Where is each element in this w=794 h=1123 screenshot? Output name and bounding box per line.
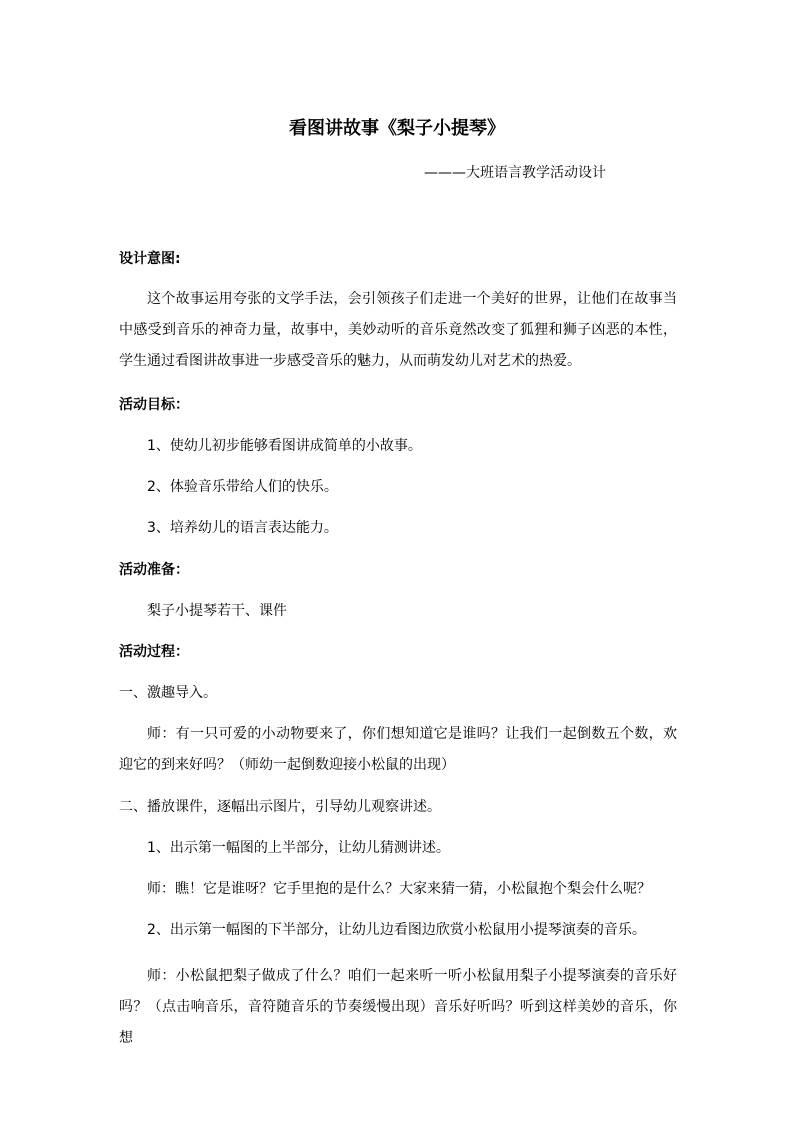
step2-sub1-dialogue: 师：瞧！它是谁呀？它手里抱的是什么？大家来猜一猜，小松鼠抱个梨会什么呢？ — [147, 881, 651, 897]
design-intent-heading: 设计意图: — [119, 251, 181, 267]
goal-item-1: 1、使幼儿初步能够看图讲成简单的小故事。 — [147, 438, 422, 454]
goals-heading: 活动目标： — [119, 397, 189, 413]
step2-sub1: 1、出示第一幅图的上半部分，让幼儿猜测讲述。 — [147, 840, 450, 856]
design-intent-paragraph: 这个故事运用夸张的文学手法，会引领孩子们走进一个美好的世界，让他们在故事当中感受到音乐的神奇力量，故事中，美妙动听的音乐竟然改变了狐狸和狮子凶恶的本性，学生通过看图讲故事进一步感受音乐的魅力，从而萌发幼儿对艺术的热爱。 — [119, 291, 677, 369]
step1-paragraph: 师：有一只可爱的小动物要来了，你们想知道它是谁吗？让我们一起倒数五个数，欢迎它的到来好吗？（师幼一起倒数迎接小松鼠的出现） — [119, 726, 677, 773]
step2-title: 二、播放课件，逐幅出示图片，引导幼儿观察讲述。 — [119, 799, 441, 815]
preparation-text: 梨子小提琴若干、课件 — [147, 603, 287, 619]
process-heading: 活动过程： — [119, 644, 189, 660]
preparation-heading: 活动准备： — [119, 562, 189, 578]
document-subtitle: ———大班语言教学活动设计 — [424, 165, 606, 181]
goal-item-3: 3、培养幼儿的语言表达能力。 — [147, 520, 338, 536]
goal-item-2: 2、体验音乐带给人们的快乐。 — [147, 479, 338, 495]
step2-sub2: 2、出示第一幅图的下半部分，让幼儿边看图边欣赏小松鼠用小提琴演奏的音乐。 — [147, 922, 646, 938]
document-title: 看图讲故事《梨子小提琴》 — [289, 118, 505, 139]
step1-title: 一、激趣导入。 — [119, 685, 217, 701]
step2-sub2-paragraph: 师：小松鼠把梨子做成了什么？咱们一起来听一听小松鼠用梨子小提琴演奏的音乐好吗？（点击响音乐，音符随音乐的节奏缓慢出现）音乐好听吗？听到这样美妙的音乐，你想 — [119, 968, 677, 1046]
